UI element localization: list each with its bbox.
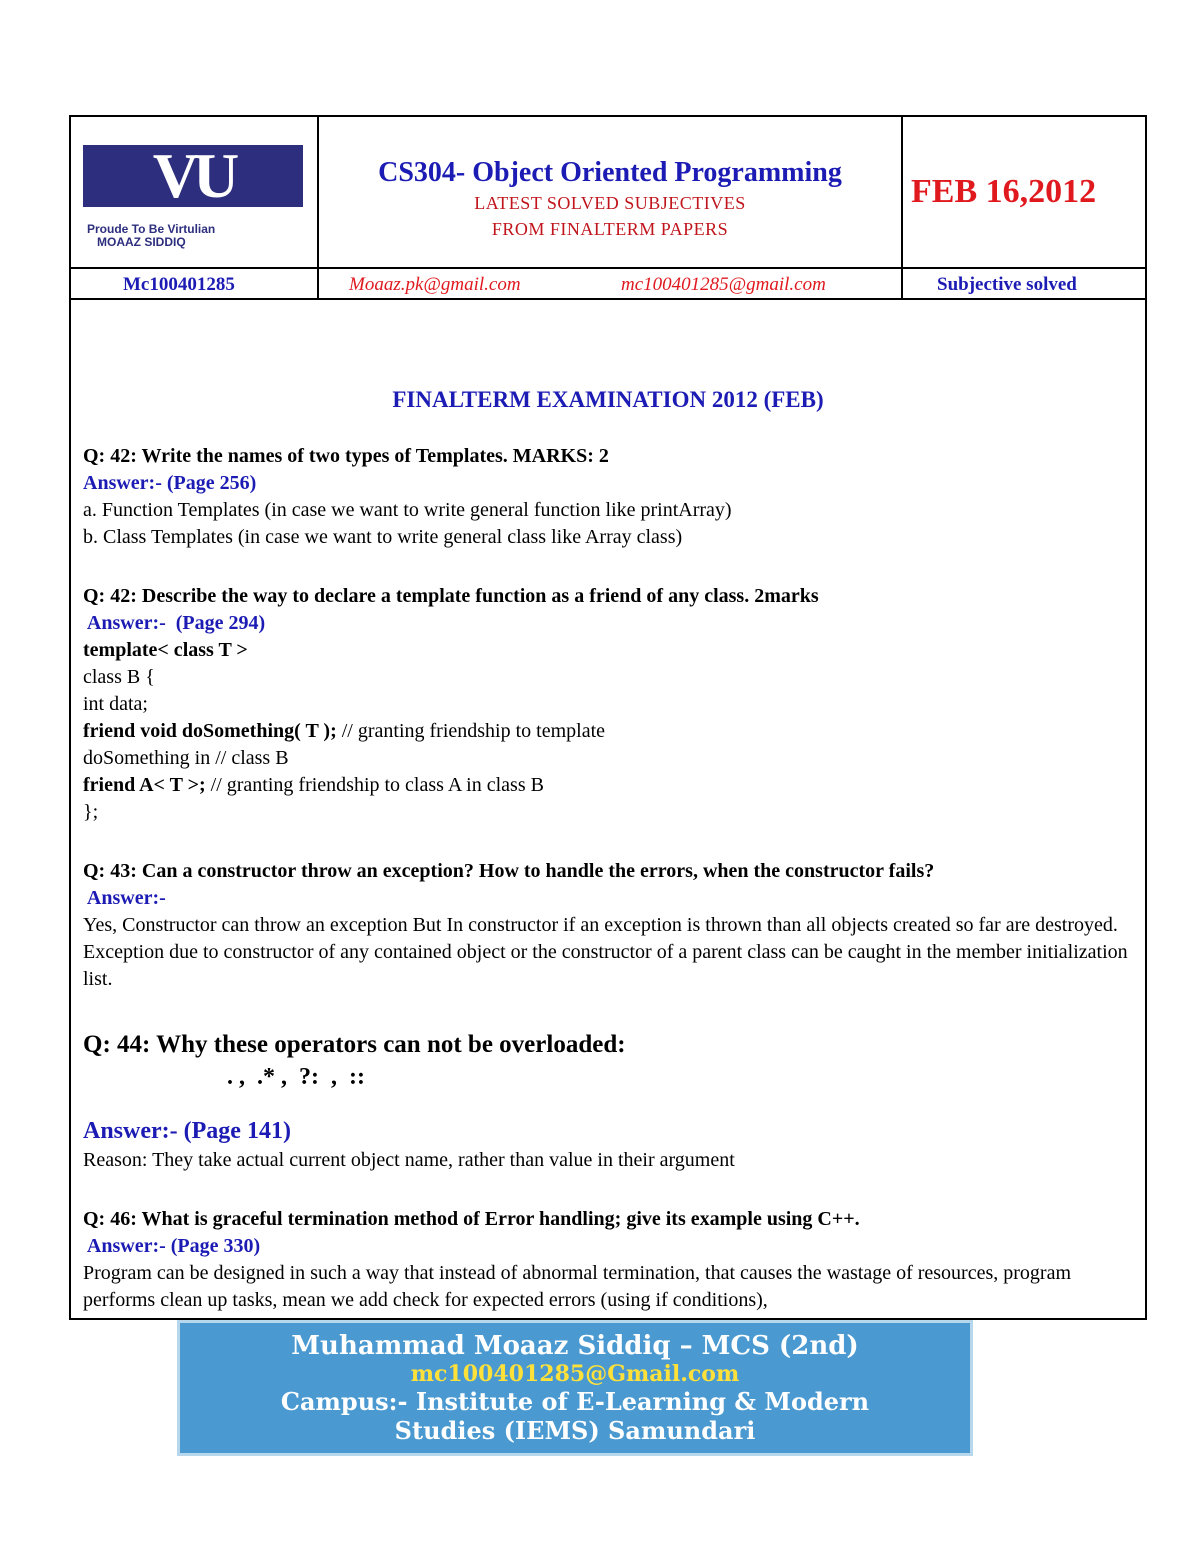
code-bold: friend void doSomething( T ); [83,720,337,742]
answer-label-2: Answer:- (Page 294) [83,612,266,634]
code-comment: // granting friendship to class A in class B [205,774,544,796]
code-line: int data; [83,693,148,715]
answer-body-4: Reason: They take actual current object name, rather than value in their argument [83,1149,735,1171]
logo-letters: VU [152,140,234,211]
answer-label-3: Answer:- [83,887,166,909]
logo [71,117,317,267]
answer-label-5: Answer:- (Page 330) [83,1235,261,1257]
code-line: }; [83,801,99,823]
footer-campus-1: Campus:- Institute of E-Learning & Modern [280,1387,870,1416]
question-5: Q: 46: What is graceful termination method of Error handling; give its example using C++. [83,1208,860,1230]
student-id: Mc100401285 [123,274,235,295]
course-title: CS304- Object Oriented Programming [378,157,842,188]
code-comment: // granting friendship to template [336,720,606,742]
content-box [69,300,1147,1320]
email-link-2[interactable]: mc100401285@gmail.com [621,274,826,295]
code-line [83,772,1133,799]
date-block [903,117,1147,267]
answer-line: b. Class Templates (in case we want to write general class like Array class) [83,526,683,548]
code-bold: friend A< T >; [83,774,206,796]
email-link-1[interactable]: Moaaz.pk@gmail.com [349,274,521,295]
answer-line: a. Function Templates (in case we want to write general function like printArray) [83,499,732,521]
content-text [83,300,1133,1314]
footer-author: Muhammad Moaaz Siddiq – MCS (2nd) [291,1331,859,1361]
code-line [83,718,1133,745]
code-line: template< class T > [83,639,248,661]
title-block [319,117,901,267]
header-table [69,115,1147,300]
answer-body-3: Yes, Constructor can throw an exception But In constructor if an exception is thrown than all objects created so far are destroyed. Exception due to constructor of any contained object or the constructor of a parent class can be caught in the member initialization list. [83,914,1128,990]
code-line: class B { [83,666,155,688]
exam-date: FEB 16,2012 [911,173,1097,210]
subtitle-line-2: FROM FINALTERM PAPERS [491,219,729,239]
logo-tagline-2: MOAAZ SIDDIQ [97,235,186,249]
question-4: Q: 44: Why these operators can not be overloaded: [83,1031,626,1058]
subjective-solved-label: Subjective solved [937,274,1077,295]
footer-banner [177,1320,973,1456]
question-3: Q: 43: Can a constructor throw an exception? How to handle the errors, when the constructor fails? [83,860,935,882]
answer-body-5: Program can be designed in such a way that instead of abnormal termination, that causes the wastage of resources, program performs clean up tasks, mean we add check for expected errors (using if conditions), [83,1262,1072,1311]
subtitle-line-1: LATEST SOLVED SUBJECTIVES [474,193,746,213]
logo-tagline [87,223,301,249]
footer-email[interactable]: mc100401285@Gmail.com [410,1361,740,1387]
question-1: Q: 42: Write the names of two types of Templates. MARKS: 2 [83,445,609,467]
logo-tagline-1: Proude To Be Virtulian [87,222,216,236]
vu-logo-icon [83,140,303,211]
code-line: doSomething in // class B [83,747,289,769]
operators-list: . , .* , ?: , :: [227,1064,365,1090]
question-2: Q: 42: Describe the way to declare a template function as a friend of any class. 2marks [83,585,819,607]
exam-title: FINALTERM EXAMINATION 2012 (FEB) [392,387,824,412]
footer-campus-2: Studies (IEMS) Samundari [394,1416,756,1445]
answer-label-4: Answer:- (Page 141) [83,1118,291,1144]
answer-label-1: Answer:- (Page 256) [83,472,257,494]
